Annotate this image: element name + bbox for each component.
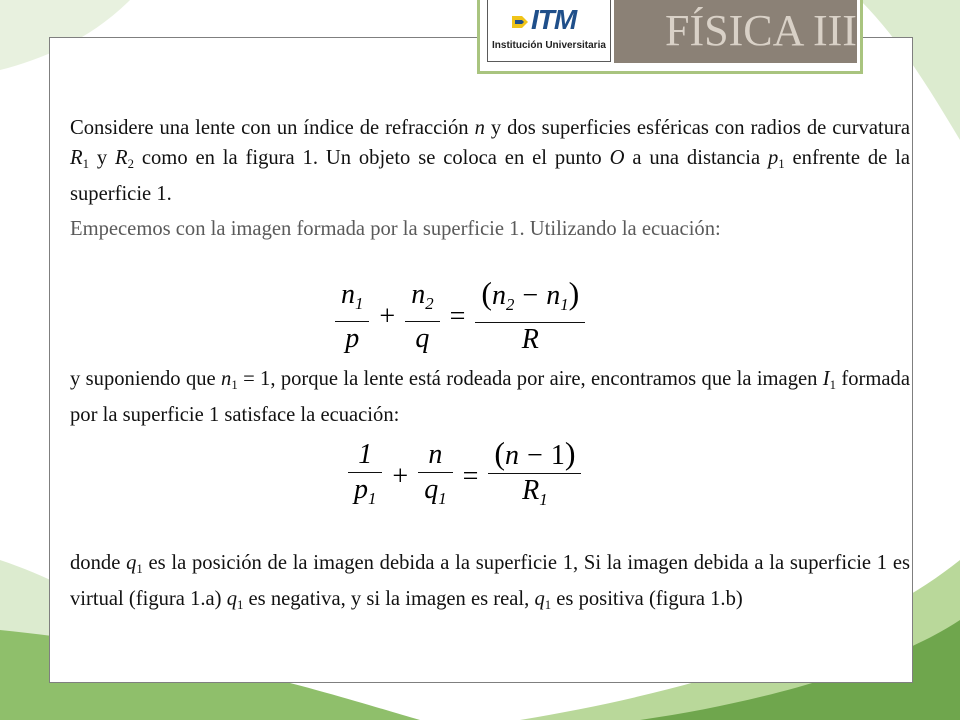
fraction-n2-q: $\frac{n_2}{q}$ [405, 278, 439, 356]
paragraph-air-assumption: y suponiendo que $n_1 = 1$, porque la lente está rodeada por aire, encontramos que la imagen $I_1$ formada por la superficie 1 satisface la ecuación: [70, 368, 910, 426]
fraction-diff-R: $\frac{(n_2 - n_1)}{R}$ [475, 276, 585, 357]
fraction-n1-p: $\frac{n_1}{p}$ [335, 278, 369, 356]
paragraph-intro: Considere una lente con un índice de refracción n y dos superficies esféricas con radios de curvatura $R_1$ y $R_2$ como en la figura 1. Un objeto se coloca en el punto O a una distancia $p_1$ enfrente de la superficie 1. [70, 117, 911, 205]
itm-logo-icon [510, 12, 532, 34]
logo-name: ITM [531, 4, 577, 35]
logo-subtitle: Institución Universitaria [492, 40, 606, 51]
fraction-n-q1: $\frac{n}{q_1}$ [418, 438, 452, 516]
fraction-1-p1: $\frac{1}{p_1}$ [348, 438, 382, 516]
fraction-n-minus-1-R1: $\frac{(n - 1)}{R_1}$ [488, 436, 581, 517]
lens-surface1-equation: $\frac{1}{p_1}$ + $\frac{n}{q_1}$ = $\frac{(n - 1)}{R_1}$ [348, 436, 581, 517]
paragraph-surface-equation: Empecemos con la imagen formada por la superficie 1. Utilizando la ecuación: [70, 218, 721, 240]
refraction-equation: $\frac{n_1}{p}$ + $\frac{n_2}{q}$ = $\frac{(n_2 - n_1)}{R}$ [335, 276, 585, 357]
paragraph-image-position: donde $q_1$ es la posición de la imagen debida a la superficie 1, Si la imagen debida a la superficie 1 es virtual (figura 1.a) $q_1$ es negativa, y si la imagen es real, $q_1$ es positiva (figura 1.b) [70, 552, 910, 612]
slide-title: FÍSICA III [665, 6, 857, 55]
